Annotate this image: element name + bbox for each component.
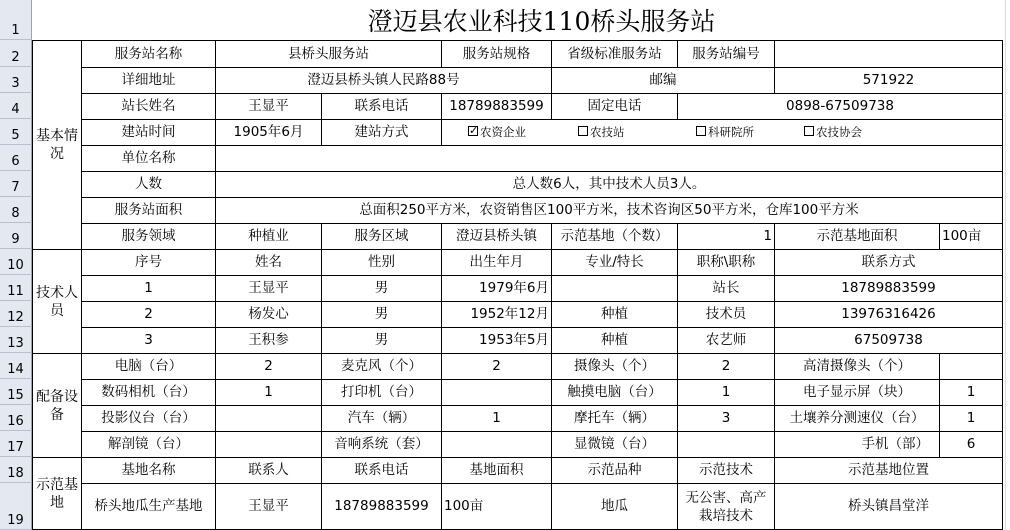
tech-cell[interactable]: 1952年12月 bbox=[442, 302, 552, 328]
tech-header-birth[interactable]: 出生年月 bbox=[442, 250, 552, 276]
tech-cell[interactable]: 1953年5月 bbox=[442, 328, 552, 354]
tech-cell[interactable]: 王显平 bbox=[216, 276, 322, 302]
checkbox-icon[interactable] bbox=[696, 126, 706, 136]
equip-value[interactable]: 1 bbox=[940, 406, 1003, 432]
tech-header-major[interactable]: 专业/特长 bbox=[552, 250, 678, 276]
head-value[interactable]: 王显平 bbox=[216, 94, 322, 120]
row-header[interactable]: 15 bbox=[0, 379, 32, 405]
equip-value[interactable]: 3 bbox=[678, 406, 775, 432]
method-label[interactable]: 建站方式 bbox=[322, 120, 442, 146]
tech-cell[interactable]: 种植 bbox=[552, 328, 678, 354]
demo-count-value[interactable]: 1 bbox=[678, 224, 775, 250]
method-option-research[interactable] bbox=[696, 125, 804, 140]
grid-line bbox=[1005, 0, 1006, 530]
tech-cell[interactable]: 杨发心 bbox=[216, 302, 322, 328]
demo-count-label[interactable]: 示范基地（个数） bbox=[552, 224, 678, 250]
equip-value[interactable] bbox=[442, 380, 552, 406]
tech-cell[interactable]: 男 bbox=[322, 302, 442, 328]
phone-label[interactable]: 联系电话 bbox=[322, 94, 442, 120]
method-option-agri-enterprise[interactable] bbox=[444, 125, 578, 140]
demo-header[interactable]: 联系人 bbox=[216, 458, 322, 484]
row-header[interactable]: 14 bbox=[0, 353, 32, 379]
equip-value[interactable]: 2 bbox=[442, 354, 552, 380]
method-option-label: 农技站 bbox=[590, 125, 625, 139]
row-header[interactable]: 12 bbox=[0, 301, 32, 327]
station-spec-label[interactable]: 服务站规格 bbox=[442, 41, 552, 68]
demo-cell[interactable]: 桥头镇昌堂洋 bbox=[775, 484, 1003, 530]
tech-cell[interactable]: 站长 bbox=[678, 276, 775, 302]
equip-value[interactable] bbox=[442, 432, 552, 458]
row-header[interactable]: 16 bbox=[0, 405, 32, 431]
demo-cell[interactable]: 18789883599 bbox=[322, 484, 442, 530]
region-label[interactable]: 服务区域 bbox=[322, 224, 442, 250]
tech-header-name[interactable]: 姓名 bbox=[216, 250, 322, 276]
checkbox-checked-icon[interactable] bbox=[468, 126, 478, 136]
equip-label[interactable]: 投影仪台（台） bbox=[82, 406, 216, 432]
station-no-value[interactable] bbox=[775, 41, 1003, 68]
row-header[interactable]: 2 bbox=[0, 40, 32, 67]
station-no-label[interactable]: 服务站编号 bbox=[678, 41, 775, 68]
demo-cell[interactable]: 100亩 bbox=[442, 484, 552, 530]
founded-value[interactable]: 1905年6月 bbox=[216, 120, 322, 146]
equip-value[interactable] bbox=[216, 432, 322, 458]
people-value[interactable]: 总人数6人，其中技术人员3人。 bbox=[216, 172, 1003, 198]
demo-header[interactable]: 示范基地位置 bbox=[775, 458, 1003, 484]
demo-area-value[interactable]: 100亩 bbox=[940, 224, 1003, 250]
equip-label[interactable]: 显微镜（台） bbox=[552, 432, 678, 458]
tech-cell[interactable]: 13976316426 bbox=[775, 302, 1003, 328]
fixed-phone-label[interactable]: 固定电话 bbox=[552, 94, 678, 120]
area-value[interactable]: 总面积250平方米，农资销售区100平方米，技术咨询区50平方米，仓库100平方米 bbox=[216, 198, 1003, 224]
equip-label[interactable]: 打印机（台） bbox=[322, 380, 442, 406]
row-header[interactable]: 17 bbox=[0, 431, 32, 457]
demo-cell[interactable]: 无公害、高产栽培技术 bbox=[678, 484, 775, 530]
demo-area-label[interactable]: 示范基地面积 bbox=[775, 224, 940, 250]
checkbox-icon[interactable] bbox=[578, 126, 588, 136]
row-header[interactable]: 18 bbox=[0, 457, 32, 483]
region-value[interactable]: 澄迈县桥头镇 bbox=[442, 224, 552, 250]
equip-value[interactable]: 2 bbox=[678, 354, 775, 380]
section-basic-label[interactable]: 基本情况 bbox=[33, 41, 82, 250]
tech-cell[interactable]: 王积参 bbox=[216, 328, 322, 354]
row-header[interactable]: 9 bbox=[0, 223, 32, 249]
equip-label[interactable]: 数码相机（台） bbox=[82, 380, 216, 406]
equip-label[interactable]: 手机（部） bbox=[775, 432, 940, 458]
checkbox-icon[interactable] bbox=[804, 126, 814, 136]
demo-header[interactable]: 示范技术 bbox=[678, 458, 775, 484]
section-demo-label[interactable]: 示范基地 bbox=[33, 458, 82, 530]
row-header[interactable]: 8 bbox=[0, 197, 32, 223]
row-header[interactable]: 1 bbox=[0, 0, 32, 40]
equip-value[interactable] bbox=[940, 354, 1003, 380]
address-value[interactable]: 澄迈县桥头镇人民路88号 bbox=[216, 68, 552, 94]
equip-value[interactable] bbox=[216, 406, 322, 432]
tech-cell[interactable] bbox=[552, 276, 678, 302]
equip-value[interactable]: 1 bbox=[442, 406, 552, 432]
unit-label[interactable]: 单位名称 bbox=[82, 146, 216, 172]
field-label[interactable]: 服务领域 bbox=[82, 224, 216, 250]
tech-header-title[interactable]: 职称\职称 bbox=[678, 250, 775, 276]
equip-label[interactable]: 高清摄像头（个） bbox=[775, 354, 940, 380]
equip-label[interactable]: 电子显示屏（块） bbox=[775, 380, 940, 406]
tech-cell[interactable]: 2 bbox=[82, 302, 216, 328]
table-row bbox=[33, 276, 1003, 302]
equip-label[interactable]: 土壤养分测速仪（台） bbox=[775, 406, 940, 432]
equip-label[interactable]: 电脑（台） bbox=[82, 354, 216, 380]
sheet-title[interactable]: 澄迈县农业科技110桥头服务站 bbox=[367, 7, 716, 36]
equip-value[interactable]: 6 bbox=[940, 432, 1003, 458]
method-option-label: 科研院所 bbox=[708, 125, 754, 139]
demo-header[interactable]: 基地面积 bbox=[442, 458, 552, 484]
equip-label[interactable]: 麦克风（个） bbox=[322, 354, 442, 380]
address-label[interactable]: 详细地址 bbox=[82, 68, 216, 94]
equip-value[interactable]: 1 bbox=[678, 380, 775, 406]
method-option-label: 农技协会 bbox=[816, 125, 862, 139]
row-header[interactable]: 4 bbox=[0, 93, 32, 119]
table-row bbox=[33, 354, 1003, 380]
table-row bbox=[33, 432, 1003, 458]
tech-header-contact[interactable]: 联系方式 bbox=[775, 250, 1003, 276]
method-option-agri-station[interactable] bbox=[578, 125, 696, 140]
equip-value[interactable]: 2 bbox=[216, 354, 322, 380]
fixed-phone-value[interactable]: 0898-67509738 bbox=[678, 94, 1003, 120]
row-header[interactable]: 6 bbox=[0, 145, 32, 171]
table-row bbox=[33, 302, 1003, 328]
tech-cell[interactable]: 男 bbox=[322, 276, 442, 302]
method-options bbox=[442, 120, 1003, 146]
demo-cell[interactable]: 地瓜 bbox=[552, 484, 678, 530]
postcode-label[interactable]: 邮编 bbox=[552, 68, 775, 94]
tech-header-gender[interactable]: 性别 bbox=[322, 250, 442, 276]
station-name-label[interactable]: 服务站名称 bbox=[82, 41, 216, 68]
table-row bbox=[33, 484, 1003, 530]
equip-value[interactable]: 1 bbox=[940, 380, 1003, 406]
founded-label[interactable]: 建站时间 bbox=[82, 120, 216, 146]
equip-label[interactable]: 摄像头（个） bbox=[552, 354, 678, 380]
field-value[interactable]: 种植业 bbox=[216, 224, 322, 250]
station-name-value[interactable]: 县桥头服务站 bbox=[216, 41, 442, 68]
tech-cell[interactable]: 种植 bbox=[552, 302, 678, 328]
table-row bbox=[33, 406, 1003, 432]
equip-label[interactable]: 解剖镜（台） bbox=[82, 432, 216, 458]
station-form bbox=[32, 40, 1003, 530]
row-header[interactable]: 10 bbox=[0, 249, 32, 275]
station-spec-value[interactable]: 省级标准服务站 bbox=[552, 41, 678, 68]
row-header[interactable]: 7 bbox=[0, 171, 32, 197]
method-option-label: 农资企业 bbox=[480, 125, 526, 139]
people-label[interactable]: 人数 bbox=[82, 172, 216, 198]
equip-label[interactable]: 汽车（辆） bbox=[322, 406, 442, 432]
equip-value[interactable]: 1 bbox=[216, 380, 322, 406]
tech-cell[interactable]: 1 bbox=[82, 276, 216, 302]
tech-cell[interactable]: 3 bbox=[82, 328, 216, 354]
tech-cell[interactable]: 农艺师 bbox=[678, 328, 775, 354]
tech-cell[interactable]: 67509738 bbox=[775, 328, 1003, 354]
equip-label[interactable]: 触摸电脑（台） bbox=[552, 380, 678, 406]
demo-header[interactable]: 示范品种 bbox=[552, 458, 678, 484]
table-row bbox=[33, 380, 1003, 406]
row-header[interactable]: 13 bbox=[0, 327, 32, 353]
tech-cell[interactable]: 1979年6月 bbox=[442, 276, 552, 302]
demo-header[interactable]: 基地名称 bbox=[82, 458, 216, 484]
phone-value[interactable]: 18789883599 bbox=[442, 94, 552, 120]
section-tech-label[interactable]: 技术人员 bbox=[33, 250, 82, 354]
tech-cell[interactable]: 男 bbox=[322, 328, 442, 354]
row-header[interactable]: 19 bbox=[0, 483, 32, 530]
demo-header[interactable]: 联系电话 bbox=[322, 458, 442, 484]
row-header[interactable]: 3 bbox=[0, 67, 32, 93]
method-option-association[interactable] bbox=[804, 125, 904, 140]
row-header[interactable]: 5 bbox=[0, 119, 32, 145]
equip-label[interactable]: 音响系统（套） bbox=[322, 432, 442, 458]
table-row bbox=[33, 328, 1003, 354]
postcode-value[interactable]: 571922 bbox=[775, 68, 1003, 94]
tech-cell[interactable]: 18789883599 bbox=[775, 276, 1003, 302]
demo-cell[interactable]: 桥头地瓜生产基地 bbox=[82, 484, 216, 530]
tech-cell[interactable]: 技术员 bbox=[678, 302, 775, 328]
equip-label[interactable]: 摩托车（辆） bbox=[552, 406, 678, 432]
unit-value[interactable] bbox=[216, 146, 1003, 172]
section-equip-label[interactable]: 配备设备 bbox=[33, 354, 82, 458]
tech-header-no[interactable]: 序号 bbox=[82, 250, 216, 276]
equip-value[interactable] bbox=[678, 432, 775, 458]
area-label[interactable]: 服务站面积 bbox=[82, 198, 216, 224]
row-header[interactable]: 11 bbox=[0, 275, 32, 301]
demo-cell[interactable]: 王显平 bbox=[216, 484, 322, 530]
head-label[interactable]: 站长姓名 bbox=[82, 94, 216, 120]
